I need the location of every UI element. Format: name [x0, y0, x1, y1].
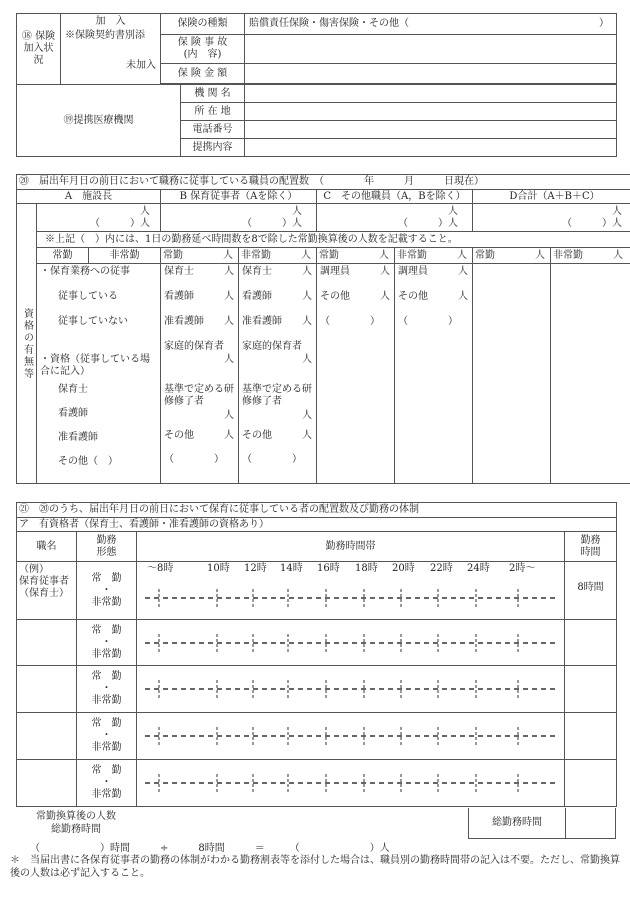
col-b-person: 人	[292, 205, 302, 217]
staff-placement-table	[16, 174, 630, 484]
s20-note: ※上記（ ）内には、1日の勤務延べ時間数を8で除した常勤換算後の人数を記載すること。	[37, 232, 630, 248]
insurance-status-label: ⑱ 保険加入状況	[17, 14, 61, 85]
form-hijoukin: 非常勤	[91, 695, 122, 706]
join-label: 加 入	[95, 16, 126, 27]
medical-phone-field[interactable]	[245, 121, 617, 139]
col-b-count[interactable]	[161, 204, 317, 232]
form-dot: ・	[101, 636, 112, 648]
timeline-svg	[137, 713, 565, 759]
c-hijoukin-cell[interactable]	[395, 264, 473, 484]
b-h-other-paren: （ ）	[242, 454, 302, 465]
b-j-hoikushi: 保育士 人	[164, 266, 234, 277]
b-h-kangoshi: 看護師 人	[242, 291, 312, 302]
staff-form[interactable]	[77, 713, 137, 760]
b-j-other-paren: （ ）	[164, 454, 224, 465]
form-dot: ・	[101, 777, 112, 788]
col-a-header: A 施設長	[17, 190, 161, 204]
a-line-other[interactable]: その他（ ）	[58, 456, 118, 467]
qualification-side-label: 資格の有無等	[17, 204, 37, 484]
a-joukin-header: 常勤	[37, 248, 89, 264]
summary-label: 常勤換算後の人数 総勤務時間	[36, 811, 116, 835]
staff-name-field[interactable]	[17, 713, 77, 760]
h-band: 勤務時間帯	[137, 532, 565, 562]
s21-title: ㉑ ⑳のうち、届出年月日の前日において保育に従事している者の配置数及び勤務の体制	[17, 503, 617, 518]
b-h-kenshu: 基準で定める研修修了者	[242, 384, 312, 407]
staff-timeline[interactable]	[137, 620, 565, 666]
insurance-join-cell[interactable]	[61, 14, 161, 85]
b-j-kenshu: 基準で定める研修修了者	[164, 384, 234, 407]
contract-note: ※保険契約書別添	[65, 30, 145, 41]
a-line-qualification: ・資格（従事している場合に記入）	[40, 354, 150, 377]
hour-label: 14時	[280, 563, 303, 574]
col-d-count[interactable]	[473, 204, 630, 232]
c-joukin-header: 常勤 人	[317, 248, 395, 264]
staff-name-field[interactable]	[17, 666, 77, 713]
b-j-katei: 家庭的保育者	[164, 341, 224, 352]
c-joukin-cell[interactable]	[317, 264, 395, 484]
medical-row-content: 提携内容	[181, 139, 245, 157]
a-line-no[interactable]: 従事していない	[58, 316, 128, 327]
work-schedule-table	[16, 502, 617, 807]
staff-timeline[interactable]	[137, 713, 565, 760]
insurance-amount-field[interactable]	[245, 64, 617, 84]
medical-address-field[interactable]	[245, 103, 617, 121]
b-h-other: その他 人	[242, 430, 312, 441]
total-hours-field[interactable]	[566, 808, 615, 838]
b-h-katei-n: 人	[242, 354, 312, 365]
form-hijoukin: 非常勤	[91, 648, 122, 660]
timeline[interactable]	[137, 576, 565, 620]
form-hijoukin: 非常勤	[91, 789, 122, 800]
total-hours-box[interactable]	[468, 808, 616, 839]
hour-label: 18時	[355, 563, 378, 574]
staff-hours-field[interactable]	[565, 666, 617, 713]
b-h-junkangoshi: 准看護師 人	[242, 316, 312, 327]
insurance-type-value[interactable]: 賠償責任保険・傷害保険・その他（ ）	[245, 14, 617, 35]
hour-label: 22時	[430, 563, 453, 574]
timeline[interactable]	[137, 713, 564, 759]
form-hijoukin: 非常勤	[91, 596, 122, 608]
col-b-header: B 保育従事者（Aを除く）	[161, 190, 317, 204]
timeline-svg	[137, 576, 565, 620]
insurance-amount-label: 保 険 金 額	[161, 64, 245, 84]
s21-subtitle: ア 有資格者（保育士、看護師・准看護師の資格あり）	[17, 518, 617, 532]
b-j-other: その他 人	[164, 430, 234, 441]
a-line-engaged: ・保育業務への従事	[40, 266, 130, 277]
a-hijoukin-header: 非常勤	[89, 248, 161, 264]
hour-label: 10時	[207, 563, 230, 574]
d-joukin-cell[interactable]	[473, 264, 551, 484]
col-b-paren: （ ）人	[242, 217, 302, 229]
medical-row-phone: 電話番号	[181, 121, 245, 139]
b-j-kenshu-n: 人	[164, 410, 234, 421]
footnote: ＊ 当届出書に各保育従事者の勤務の体制がわかる勤務割表等を添付した場合は、職員別の勤務時間帯の記入は不要。ただし、常勤換算後の人数は必ず記入すること。	[10, 855, 620, 879]
col-d-person: 人	[612, 205, 623, 217]
form-dot: ・	[101, 730, 112, 741]
c-h-chori: 調理員 人	[398, 266, 468, 277]
medical-name-field[interactable]	[245, 85, 617, 103]
b-joukin-cell[interactable]	[161, 264, 239, 484]
b-hijoukin-header: 非常勤 人	[239, 248, 317, 264]
col-c-person: 人	[448, 205, 458, 217]
form-joukin: 常 勤	[91, 718, 122, 729]
c-j-paren: （ ）	[320, 316, 380, 327]
d-hijoukin-header: 非常勤 人	[551, 248, 630, 264]
staff-name-field[interactable]	[17, 760, 77, 807]
a-line-junkangoshi[interactable]: 准看護師	[58, 432, 98, 443]
form-joukin: 常 勤	[91, 572, 122, 584]
example-hours: 8時間	[565, 562, 617, 620]
timeline-svg	[137, 666, 565, 712]
staff-timeline[interactable]	[137, 760, 565, 807]
h-hours: 勤務 時間	[565, 532, 617, 562]
medical-row-address: 所 在 地	[181, 103, 245, 121]
not-join-label: 未加入	[126, 60, 156, 71]
col-c-paren: （ ）人	[398, 217, 458, 229]
a-qualification-cell	[37, 264, 161, 484]
form-dot: ・	[101, 584, 112, 596]
col-a-paren: （ ）人	[90, 217, 150, 229]
a-line-kangoshi[interactable]: 看護師	[58, 408, 88, 419]
insurance-type-label: 保険の種類	[161, 14, 245, 35]
col-d-header: D合計（A＋B＋C）	[473, 190, 630, 204]
b-h-katei: 家庭的保育者	[242, 341, 302, 352]
summary-formula[interactable]: （ ）時間 ÷ 8時間 ＝ （ ）人	[30, 843, 390, 854]
col-a-count[interactable]	[37, 204, 161, 232]
hour-labels	[147, 563, 559, 575]
medical-row-name: 機 関 名	[181, 85, 245, 103]
insurance-table	[16, 13, 617, 157]
insurance-accident-label: 保 険 事 故 (内 容)	[161, 35, 245, 64]
medical-institution-label: ⑲提携医療機関	[17, 85, 181, 157]
c-hijoukin-header: 非常勤 人	[395, 248, 473, 264]
c-h-other: その他 人	[398, 291, 468, 302]
form-hijoukin: 非常勤	[91, 742, 122, 753]
staff-form[interactable]	[77, 666, 137, 713]
insurance-accident-field[interactable]	[245, 35, 617, 64]
b-j-junkangoshi: 准看護師 人	[164, 316, 234, 327]
c-h-paren: （ ）	[398, 316, 458, 327]
timeline-svg	[137, 620, 565, 665]
staff-hours-field[interactable]	[565, 620, 617, 666]
summary-section	[16, 808, 616, 852]
col-c-header: C その他職員（A，Bを除く）	[317, 190, 473, 204]
a-line-hoikushi[interactable]: 保育士	[58, 384, 88, 395]
staff-hours-field[interactable]	[565, 713, 617, 760]
staff-name-field[interactable]	[17, 620, 77, 666]
form-joukin: 常 勤	[91, 671, 122, 682]
hour-label: 16時	[317, 563, 340, 574]
d-joukin-header: 常勤 人	[473, 248, 551, 264]
total-hours-label: 総勤務時間	[469, 808, 566, 838]
hour-label: 12時	[244, 563, 267, 574]
b-hijoukin-cell[interactable]	[239, 264, 317, 484]
staff-form[interactable]	[77, 760, 137, 807]
timeline[interactable]	[137, 760, 564, 806]
example-name: （例） 保育従事者（保育士）	[17, 562, 77, 620]
form-joukin: 常 勤	[91, 765, 122, 776]
b-h-hoikushi: 保育士 人	[242, 266, 312, 277]
staff-form[interactable]	[77, 620, 137, 666]
b-h-kenshu-n: 人	[242, 410, 312, 421]
example-form	[77, 562, 137, 620]
timeline[interactable]	[137, 666, 564, 712]
col-c-count[interactable]	[317, 204, 473, 232]
hour-label: 〜8時	[147, 563, 174, 574]
col-d-paren: （ ）人	[562, 217, 623, 229]
b-j-katei-n: 人	[164, 354, 234, 365]
form-joukin: 常 勤	[91, 624, 122, 636]
c-j-other: その他 人	[320, 291, 390, 302]
example-timeline	[137, 562, 565, 620]
form-dot: ・	[101, 683, 112, 694]
col-a-person: 人	[140, 205, 150, 217]
h-name: 職名	[17, 532, 77, 562]
hour-label: 2時〜	[509, 563, 536, 574]
staff-hours-field[interactable]	[565, 760, 617, 807]
staff-timeline[interactable]	[137, 666, 565, 713]
b-joukin-header: 常勤 人	[161, 248, 239, 264]
a-line-yes[interactable]: 従事している	[58, 291, 118, 302]
s20-title: ⑳ 届出年月日の前日において職務に従事している職員の配置数 （ 年 月 日現在）	[17, 175, 630, 190]
timeline-svg	[137, 760, 565, 806]
c-j-chori: 調理員 人	[320, 266, 390, 277]
timeline[interactable]	[137, 620, 564, 665]
hour-label: 24時	[467, 563, 490, 574]
hour-label: 20時	[392, 563, 415, 574]
d-hijoukin-cell[interactable]	[551, 264, 630, 484]
medical-content-field[interactable]	[245, 139, 617, 157]
h-form: 勤務 形態	[77, 532, 137, 562]
b-j-kangoshi: 看護師 人	[164, 291, 234, 302]
